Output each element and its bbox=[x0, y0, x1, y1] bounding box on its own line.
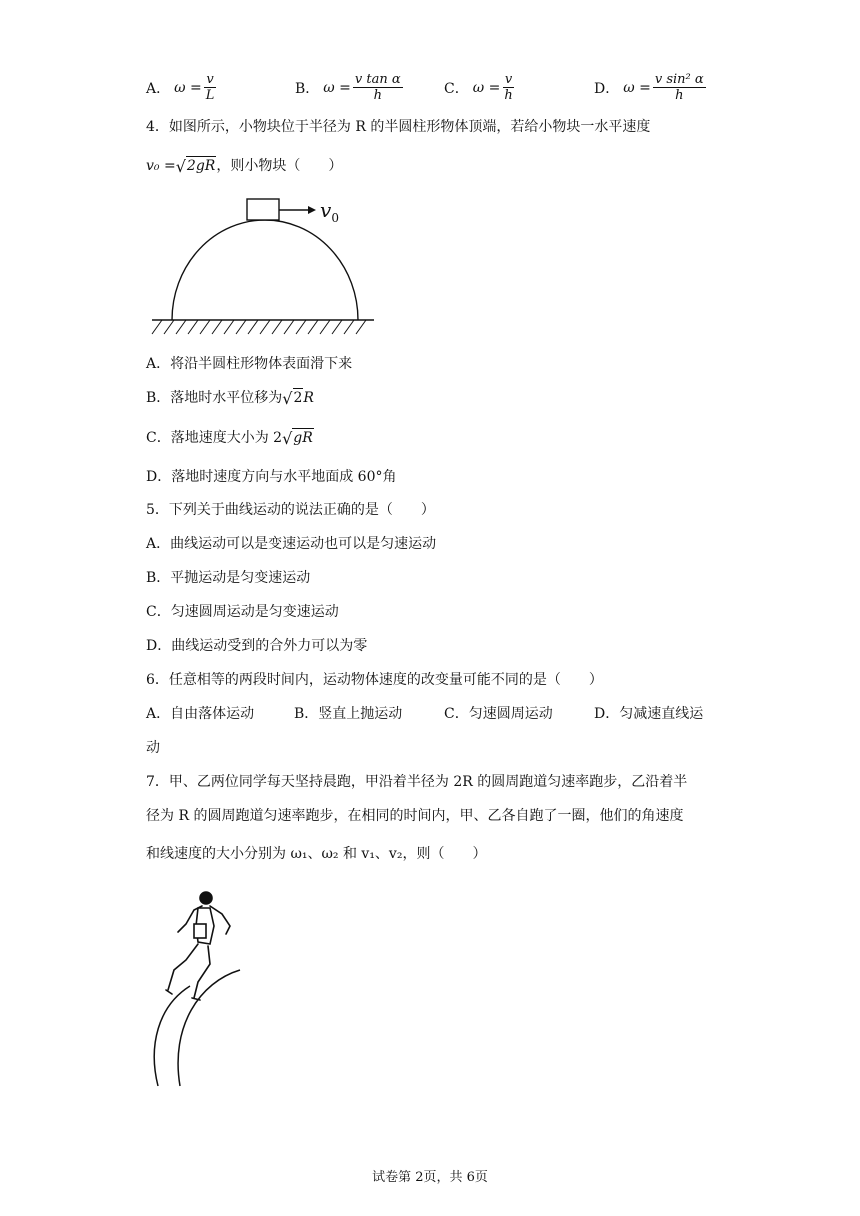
v-subscript: 0 bbox=[331, 211, 339, 225]
q5-option-c: C．匀速圆周运动是匀变速运动 bbox=[146, 604, 339, 620]
q4-option-b bbox=[146, 388, 314, 407]
v-label: v bbox=[320, 198, 332, 222]
v0-lhs: v₀ = bbox=[146, 158, 176, 174]
sqrt bbox=[176, 156, 217, 175]
q5-stem: 5．下列关于曲线运动的说法正确的是（ ） bbox=[146, 502, 435, 518]
q5-option-d: D．曲线运动受到的合外力可以为零 bbox=[146, 638, 368, 654]
formula-lhs: ω = bbox=[472, 79, 501, 96]
q6-option-b: B．竖直上抛运动 bbox=[294, 706, 403, 722]
formula-lhs: ω = bbox=[323, 79, 351, 96]
fraction bbox=[204, 72, 217, 103]
radical-sign: √ bbox=[282, 429, 293, 448]
q4-stem-line1: 4．如图所示，小物块位于半径为 R 的半圆柱形物体顶端，若给小物块一水平速度 bbox=[146, 119, 651, 135]
q5-option-b: B．平抛运动是匀变速运动 bbox=[146, 570, 311, 586]
q6-option-c: C．匀速圆周运动 bbox=[444, 706, 553, 722]
option-text: C．落地速度大小为 2 bbox=[146, 430, 283, 446]
denominator: h bbox=[675, 88, 684, 103]
numerator: v bbox=[504, 72, 513, 87]
numerator: v sin² α bbox=[654, 72, 704, 87]
q3-option-a bbox=[146, 72, 218, 103]
formula-lhs: ω = bbox=[174, 79, 202, 96]
option-label: B． bbox=[295, 80, 320, 97]
q4-option-a: A．将沿半圆柱形物体表面滑下来 bbox=[146, 356, 353, 372]
q6-option-d-wrap: 动 bbox=[146, 740, 160, 756]
sqrt bbox=[282, 428, 314, 447]
q7-stem-line3: 和线速度的大小分别为 ω₁、ω₂ 和 v₁、v₂，则（ ） bbox=[146, 846, 487, 862]
runner-figure bbox=[150, 886, 250, 1092]
sqrt bbox=[282, 388, 303, 407]
radicand: 2gR bbox=[186, 158, 216, 174]
option-label: D． bbox=[594, 80, 620, 97]
radical-sign: √ bbox=[282, 389, 293, 408]
runner-silhouette bbox=[166, 892, 230, 1000]
track-inner-line bbox=[154, 986, 190, 1086]
q6-stem: 6．任意相等的两段时间内，运动物体速度的改变量可能不同的是（ ） bbox=[146, 672, 603, 688]
small-block bbox=[247, 199, 279, 220]
q4-stem-line2 bbox=[146, 156, 342, 175]
numerator: v tan α bbox=[354, 72, 401, 87]
option-label: C． bbox=[444, 80, 469, 97]
q7-stem-line1: 7．甲、乙两位同学每天坚持晨跑，甲沿着半径为 2R 的圆周跑道匀速率跑步，乙沿着半 bbox=[146, 774, 688, 790]
q7-stem-line2: 径为 R 的圆周跑道匀速率跑步，在相同的时间内，甲、乙各自跑了一圈，他们的角速度 bbox=[146, 808, 684, 824]
semicylinder-arc bbox=[172, 220, 358, 320]
numerator: v bbox=[206, 72, 214, 87]
option-tail: R bbox=[303, 390, 314, 406]
q4-option-d: D．落地时速度方向与水平地面成 60°角 bbox=[146, 469, 397, 485]
q3-option-b bbox=[295, 72, 405, 103]
ground-hatching bbox=[152, 320, 366, 334]
q3-option-c bbox=[444, 72, 517, 103]
option-label: A． bbox=[146, 80, 171, 97]
option-text: B．落地时水平位移为 bbox=[146, 390, 283, 406]
denominator: L bbox=[205, 88, 215, 103]
radicand: 2 bbox=[293, 390, 303, 406]
fraction bbox=[502, 72, 514, 103]
q4-option-c bbox=[146, 428, 314, 447]
velocity-arrowhead bbox=[308, 206, 316, 214]
denominator: h bbox=[504, 88, 513, 103]
formula-lhs: ω = bbox=[623, 79, 651, 96]
v0-figure-label bbox=[320, 198, 339, 225]
stem-rest: ，则小物块（ ） bbox=[216, 158, 343, 174]
page-footer: 试卷第 2页，共 6页 bbox=[372, 1170, 488, 1185]
denominator: h bbox=[373, 88, 382, 103]
q4-figure bbox=[148, 196, 378, 340]
radicand: gR bbox=[293, 430, 313, 446]
fraction bbox=[353, 72, 403, 103]
q5-option-a: A．曲线运动可以是变速运动也可以是匀速运动 bbox=[146, 536, 437, 552]
q6-option-a: A．自由落体运动 bbox=[146, 706, 255, 722]
q3-option-d bbox=[594, 72, 708, 103]
q6-option-d: D．匀减速直线运 bbox=[594, 706, 704, 722]
radical-sign: √ bbox=[175, 157, 186, 176]
fraction bbox=[653, 72, 706, 103]
